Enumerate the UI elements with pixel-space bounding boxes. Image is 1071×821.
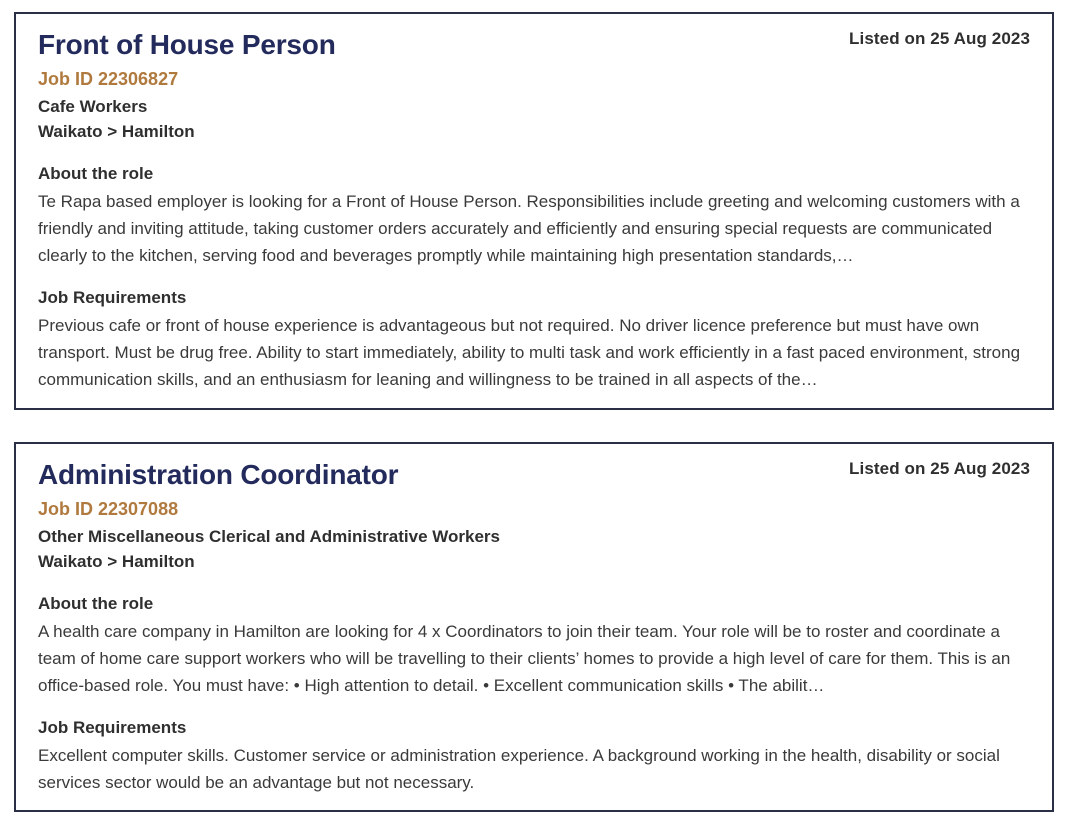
job-location: Waikato > Hamilton xyxy=(38,122,195,141)
job-requirements-heading: Job Requirements xyxy=(38,718,187,737)
job-category: Other Miscellaneous Clerical and Administrative Workers xyxy=(38,527,500,546)
job-title[interactable]: Front of House Person xyxy=(38,29,336,60)
job-title[interactable]: Administration Coordinator xyxy=(38,459,399,490)
job-requirements-text: Previous cafe or front of house experience is advantageous but not required. No driver licence preference but must have own transport. Must be drug free. Ability to start immediately, ability to multi task and work efficiently in a fast paced environment, strong communication skills, and an enthusiasm for leaning and willingness to be trained in all aspects of the… xyxy=(38,316,1021,389)
job-requirements-text: Excellent computer skills. Customer service or administration experience. A background working in the health, disability or social services sector would be an advantage but not necessary. xyxy=(38,746,1000,792)
about-role-text: Te Rapa based employer is looking for a Front of House Person. Responsibilities include greeting and welcoming customers with a friendly and inviting attitude, taking customer orders accurately and efficiently and ensuring special requests are communicated clearly to the kitchen, serving food and beverages promptly while maintaining high presentation standards,… xyxy=(38,192,1020,265)
job-id: Job ID 22306827 xyxy=(38,69,179,89)
job-category: Cafe Workers xyxy=(38,97,148,116)
job-card[interactable] xyxy=(14,12,1054,410)
about-role-heading: About the role xyxy=(38,164,154,183)
listed-date: Listed on 25 Aug 2023 xyxy=(849,29,1030,48)
job-id: Job ID 22307088 xyxy=(38,499,179,519)
job-location: Waikato > Hamilton xyxy=(38,552,195,571)
listed-date: Listed on 25 Aug 2023 xyxy=(849,459,1030,478)
job-requirements-heading: Job Requirements xyxy=(38,288,187,307)
about-role-text: A health care company in Hamilton are looking for 4 x Coordinators to join their team. Your role will be to roster and coordinate a team of home care support workers who will be travelling to their clients’ homes to provide a high level of care for them. This is an office-based role. You must have: • High attention to detail. • Excellent communication skills • The abilit… xyxy=(38,622,1011,695)
job-card[interactable] xyxy=(14,442,1054,812)
about-role-heading: About the role xyxy=(38,594,154,613)
